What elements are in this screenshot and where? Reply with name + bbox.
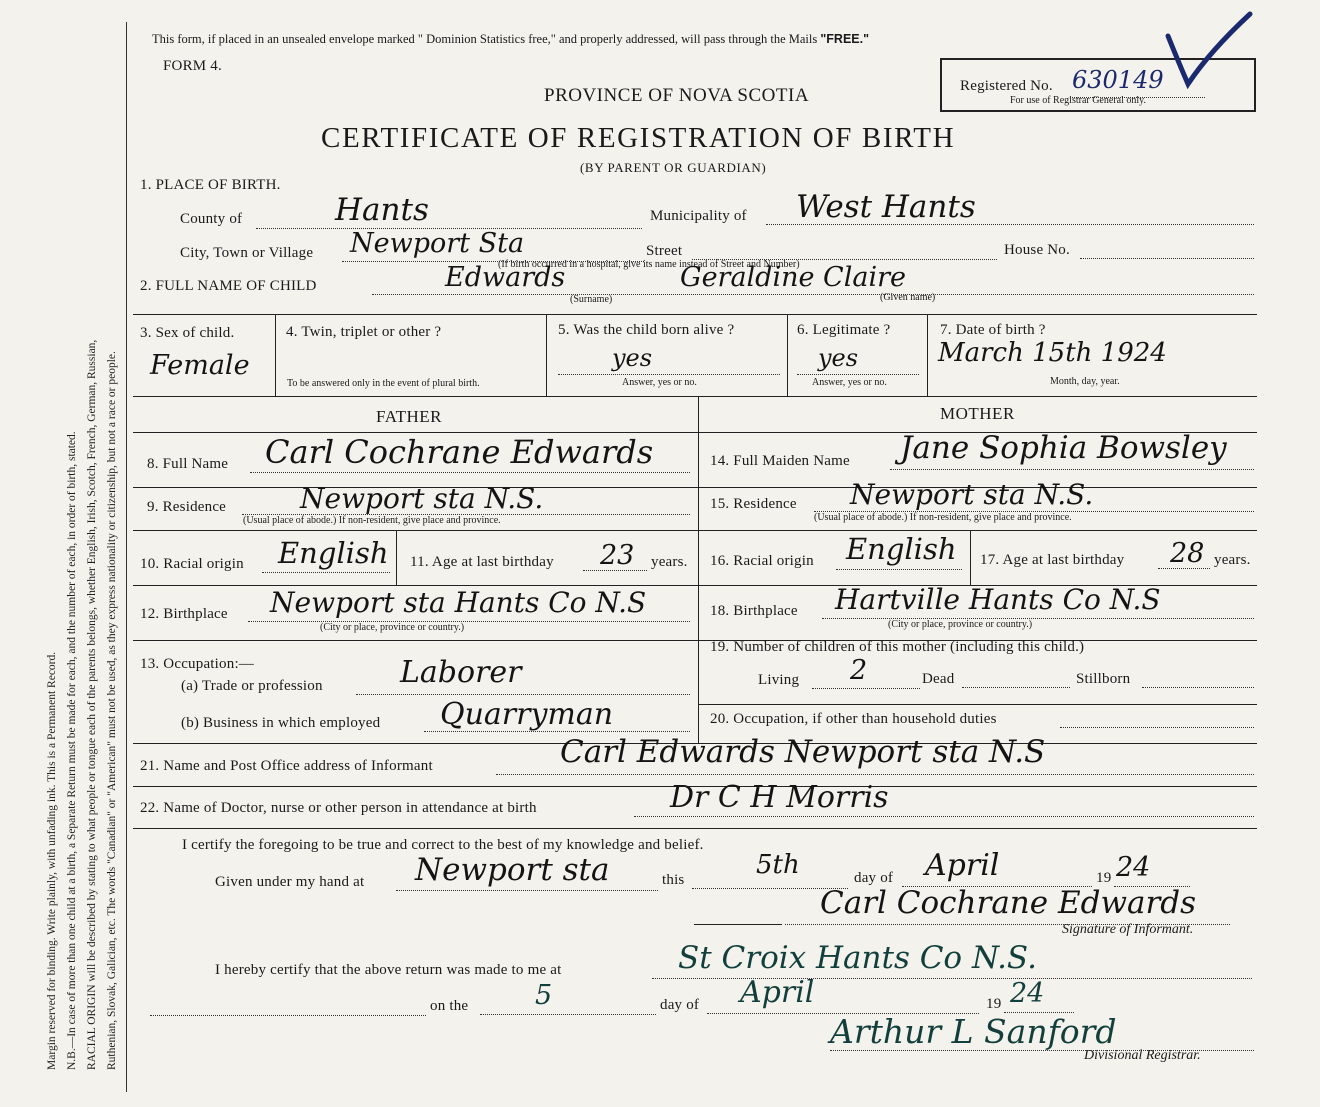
informant-signature: Carl Cochrane Edwards (820, 885, 1197, 921)
given-at-place: Newport sta (415, 852, 610, 888)
child-name-label: 2. FULL NAME OF CHILD (140, 278, 317, 294)
registrar-note: For use of Registrar General only. (1010, 95, 1146, 106)
alive-label: 5. Was the child born alive ? (558, 322, 735, 338)
mother-racial-value: English (846, 532, 957, 566)
mother-residence-note: (Usual place of abode.) If non-resident, give place and province. (814, 512, 1072, 523)
mother-name-value: Jane Sophia Bowsley (900, 430, 1227, 466)
registered-label: Registered No. (960, 78, 1053, 94)
business-label: (b) Business in which employed (181, 715, 381, 731)
this-label: this (662, 872, 685, 888)
legitimate-label: 6. Legitimate ? (797, 322, 891, 338)
registrar-statement: I hereby certify that the above return was made to me at (215, 962, 562, 978)
children-count-label: 19. Number of children of this mother (including this child.) (710, 639, 1085, 655)
father-name-value: Carl Cochrane Edwards (265, 433, 654, 471)
father-name-label: 8. Full Name (147, 456, 229, 472)
province-heading: PROVINCE OF NOVA SCOTIA (544, 85, 810, 106)
cert-year: 24 (1116, 852, 1151, 883)
municipality-label: Municipality of (650, 208, 747, 224)
father-age-label: 11. Age at last birthday (410, 554, 554, 570)
living-label: Living (758, 672, 800, 688)
mother-residence-value: Newport sta N.S. (850, 478, 1094, 511)
margin-note-binding: Margin reserved for binding. Write plainly, with unfading ink. This is a Permanent Record. (46, 651, 58, 1070)
registrar-on-label: on the (430, 998, 469, 1014)
cert-month: April (925, 848, 1000, 883)
mother-birthplace-label: 18. Birthplace (710, 603, 798, 619)
alive-note: Answer, yes or no. (622, 377, 697, 388)
place-heading: 1. PLACE OF BIRTH. (140, 177, 281, 193)
business-value: Quarryman (440, 697, 614, 732)
page-title: CERTIFICATE OF REGISTRATION OF BIRTH (321, 122, 956, 154)
registrar-signature: Arthur L Sanford (830, 1012, 1117, 1051)
child-surname: Edwards (445, 262, 566, 293)
mother-residence-label: 15. Residence (710, 496, 797, 512)
father-racial-label: 10. Racial origin (140, 556, 244, 572)
mother-age-value: 28 (1170, 538, 1205, 569)
twin-note: To be answered only in the event of plural birth. (287, 378, 480, 389)
dob-label: 7. Date of birth ? (940, 322, 1046, 338)
registrar-signature-label: Divisional Registrar. (1084, 1048, 1201, 1063)
mother-name-label: 14. Full Maiden Name (710, 453, 850, 469)
father-residence-value: Newport sta N.S. (300, 482, 544, 515)
mother-birthplace-value: Hartville Hants Co N.S (835, 583, 1161, 616)
father-racial-value: English (278, 536, 389, 570)
cert-year-prefix: 19 (1096, 870, 1112, 886)
margin-note-racial-origin: RACIAL ORIGIN will be described by stating to what people or tongue each of the parents belongs, whether English, Irish, Scotch, French, German, Russian, (86, 339, 98, 1070)
father-birthplace-value: Newport sta Hants Co N.S (270, 586, 647, 619)
registered-number: 630149 (1072, 66, 1164, 94)
sex-label: 3. Sex of child. (140, 325, 235, 341)
father-heading: FATHER (376, 407, 442, 426)
margin-note-multiple-births: N.B.—In case of more than one child at a birth, a Separate Return must be made for each, and the number of each, in order of birth, stated. (66, 431, 78, 1070)
mother-age-unit: years. (1214, 552, 1251, 568)
legitimate-note: Answer, yes or no. (812, 377, 887, 388)
city-label: City, Town or Village (180, 245, 314, 261)
father-birthplace-note: (City or place, province or country.) (320, 622, 465, 633)
mother-heading: MOTHER (940, 404, 1015, 423)
legitimate-value: yes (818, 344, 859, 372)
alive-value: yes (612, 344, 653, 372)
registrar-year-prefix: 19 (986, 996, 1002, 1012)
margin-note-racial-origin-cont: Ruthenian, Slovak, Galician, etc. The words "Canadian" or "American" must not be used, as they express nationality or citizenship, but not a race or people. (106, 351, 118, 1070)
occupation-label: 13. Occupation:— (140, 656, 255, 672)
mother-age-label: 17. Age at last birthday (980, 552, 1125, 568)
certification-statement: I certify the foregoing to be true and correct to the best of my knowledge and belief. (182, 837, 704, 853)
sex-value: Female (150, 350, 250, 381)
check-mark-icon (1160, 6, 1260, 102)
given-at-label: Given under my hand at (215, 874, 365, 890)
mother-occupation-label: 20. Occupation, if other than household duties (710, 711, 997, 727)
dob-note: Month, day, year. (1050, 376, 1120, 387)
father-residence-note: (Usual place of abode.) If non-resident, give place and province. (243, 515, 501, 526)
page-subtitle: (BY PARENT OR GUARDIAN) (580, 160, 767, 175)
child-given-name: Geraldine Claire (680, 262, 906, 293)
registrar-day-of-label: day of (660, 997, 700, 1013)
mail-note: This form, if placed in an unsealed envelope marked " Dominion Statistics free," and properly addressed, will pass through the Mails "FREE." (152, 32, 870, 46)
registrar-day: 5 (535, 980, 553, 1011)
given-note: (Given name) (880, 292, 936, 303)
living-value: 2 (850, 655, 868, 686)
municipality-value: West Hants (796, 189, 976, 225)
doctor-value: Dr C H Morris (670, 780, 889, 815)
mother-racial-label: 16. Racial origin (710, 553, 814, 569)
hospital-note: (If birth occurred in a hospital, give its name instead of Street and Number) (498, 259, 800, 270)
margin-notes (0, 0, 128, 1107)
street-label: Street (646, 243, 683, 259)
dob-value: March 15th 1924 (938, 338, 1167, 368)
father-age-value: 23 (600, 540, 635, 571)
county-label: County of (180, 211, 243, 227)
stillborn-label: Stillborn (1076, 671, 1131, 687)
house-label: House No. (1004, 242, 1070, 258)
trade-value: Laborer (400, 655, 522, 690)
informant-signature-label: Signature of Informant. (1062, 922, 1194, 937)
father-age-unit: years. (651, 554, 688, 570)
form-number: FORM 4. (163, 58, 222, 74)
city-value: Newport Sta (350, 228, 525, 259)
informant-value: Carl Edwards Newport sta N.S (560, 734, 1046, 770)
father-birthplace-label: 12. Birthplace (140, 606, 228, 622)
county-value: Hants (335, 192, 429, 228)
mother-birthplace-note: (City or place, province or country.) (888, 619, 1033, 630)
dead-label: Dead (922, 671, 955, 687)
surname-note: (Surname) (570, 294, 613, 305)
registrar-place: St Croix Hants Co N.S. (678, 940, 1037, 976)
cert-day-of-label: day of (854, 870, 894, 886)
doctor-label: 22. Name of Doctor, nurse or other person in attendance at birth (140, 800, 537, 816)
twin-label: 4. Twin, triplet or other ? (286, 324, 442, 340)
cert-day: 5th (756, 850, 800, 880)
trade-label: (a) Trade or profession (181, 678, 323, 694)
registrar-year: 24 (1010, 978, 1045, 1009)
binding-rule (126, 22, 127, 1092)
informant-label: 21. Name and Post Office address of Informant (140, 758, 433, 774)
registrar-month: April (740, 975, 815, 1010)
father-residence-label: 9. Residence (147, 499, 227, 515)
